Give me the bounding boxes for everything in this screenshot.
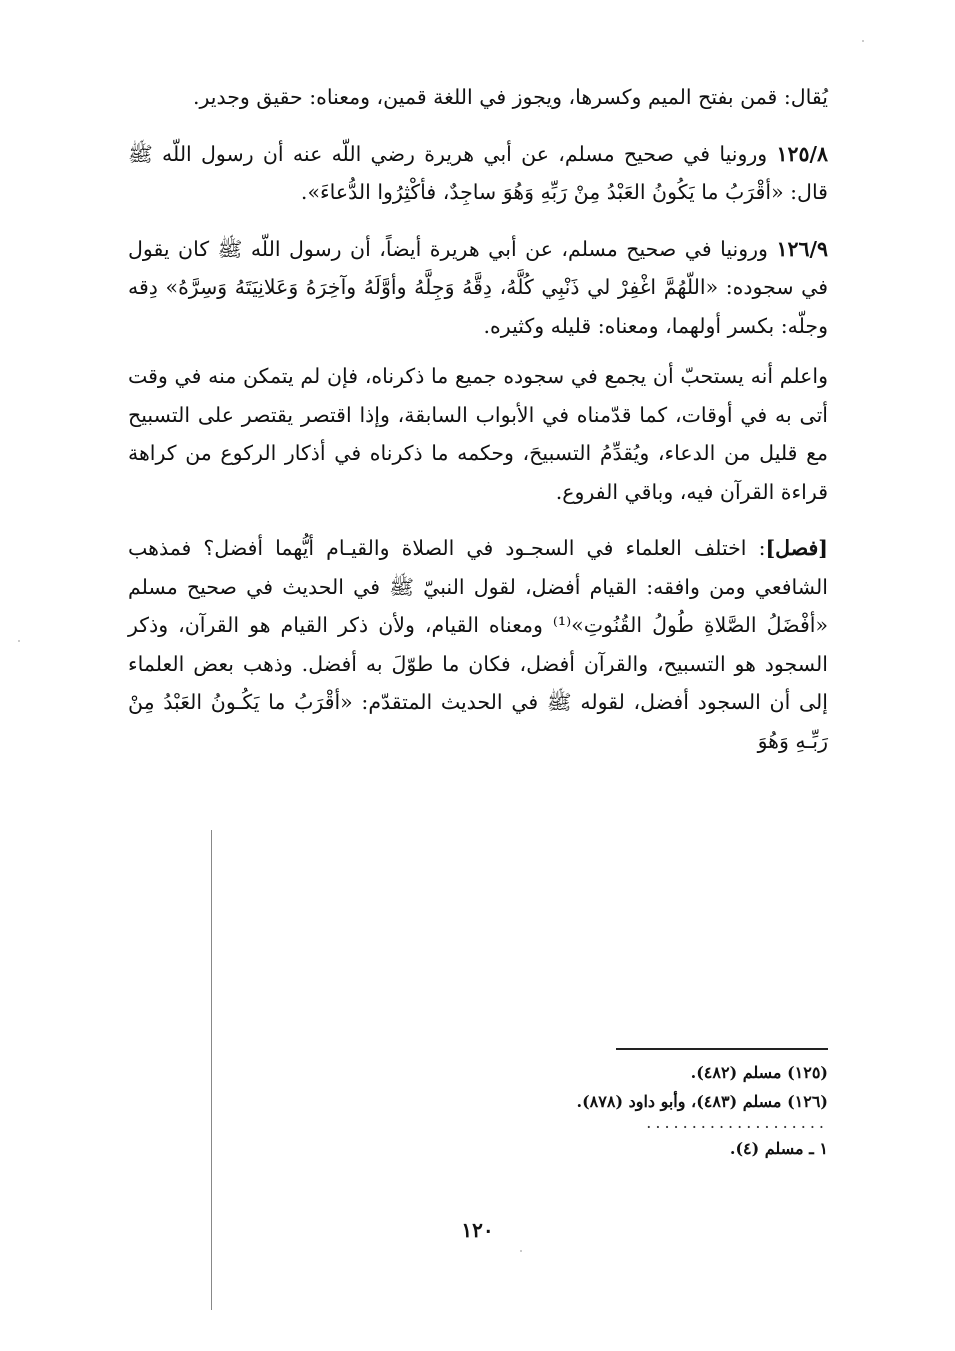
hadith-number-125: ١٢٥/٨ [776, 141, 828, 166]
scan-speck [520, 1250, 522, 1252]
paragraph-3-text: ورونيا في صحيح مسلم، عن أبي هريرة أيضاً، أن رسول اللّه ﷺ كان يقول في سجوده: «اللّهُمَّ اغْفِرْ لي ذَنْبِي كُلَّهُ، دِقَّهُ وَجِلَّهُ وأوَّلَهُ وآخِرَهُ وَعَلانِيَتَهُ وَسِرَّهُ» دِقه وجلّه: بكسر أولهما، ومعناه: قليله وكثيره. [128, 236, 828, 338]
paragraph-5-text: : اختلف العلماء في السجـود في الصلاة والقيـام أيُّهما أفضل؟ فمذهب الشافعي ومن وافقه: القيام أفضل، لقول النبيّ ﷺ في الحديث في صحيح مسلم «أفْضَلُ الصَّلاةِ طُولُ القُنُوتِ»⁽¹⁾ ومعناه القيام، ولأن ذكر القيام هو القرآن، وذكر السجود هو التسبيح، والقرآن أفضل، فكان ما طوّلَ به أفضل. وذهب بعض العلماء إلى أن السجود أفضل، لقوله ﷺ في الحديث المتقدّم: «أقْرَبُ ما يَكُـونُ العَبْدُ مِنْ رَبِّـهِ وَهُوَ [128, 536, 828, 753]
paragraph-4-text: واعلم أنه يستحبّ أن يجمع في سجوده جميع ما ذكرناه، فإن لم يتمكن منه في وقت أتى به في أوقات، كما قدّمناه في الأبواب السابقة، وإذا اقتصر يقتصر على التسبيح مع قليل من الدعاء، ويُقدِّمُ التسبيحَ، وحكمه ما ذكرناه في أذكار الركوع من كراهة قراءة القرآن فيه، وباقي الفروع. [128, 364, 828, 504]
page-body [128, 78, 828, 760]
paragraph-3 [128, 230, 828, 346]
footnotes [128, 1048, 828, 1163]
footnote-dots: .................... [646, 1113, 828, 1132]
paragraph-1 [128, 78, 828, 117]
section-label-fasl: [فصل] [765, 536, 828, 560]
footnote-126: (١٢٦) مسلم (٤٨٣)، وأبو داود (٨٧٨). [576, 1092, 828, 1111]
paragraph-5 [128, 529, 828, 760]
paragraph-1-text: يُقال: قمن بفتح الميم وكسرها، ويجوز في اللغة قمين، ومعناه: حقيق وجدير. [192, 85, 828, 109]
footnote-125: (١٢٥) مسلم (٤٨٢). [690, 1063, 828, 1082]
hadith-number-126: ١٢٦/٩ [776, 236, 828, 261]
paragraph-2 [128, 135, 828, 212]
scan-binding-line [211, 830, 212, 1310]
scan-speck [18, 640, 20, 642]
paragraph-2-text: ورونيا في صحيح مسلم، عن أبي هريرة رضي اللّه عنه أن رسول اللّه ﷺ قال: «أقْرَبُ ما يَكُونُ العَبْدُ مِنْ رَبِّهِ وَهُوَ ساجِدٌ، فأكْثِرُوا الدُّعاءَ». [128, 141, 828, 204]
footnote-divider [616, 1048, 828, 1050]
footnote-1: ١ ـ مسلم (٤). [729, 1139, 828, 1158]
paragraph-4 [128, 357, 828, 511]
page-number: ١٢٠ [461, 1218, 494, 1242]
scan-speck [862, 40, 864, 42]
